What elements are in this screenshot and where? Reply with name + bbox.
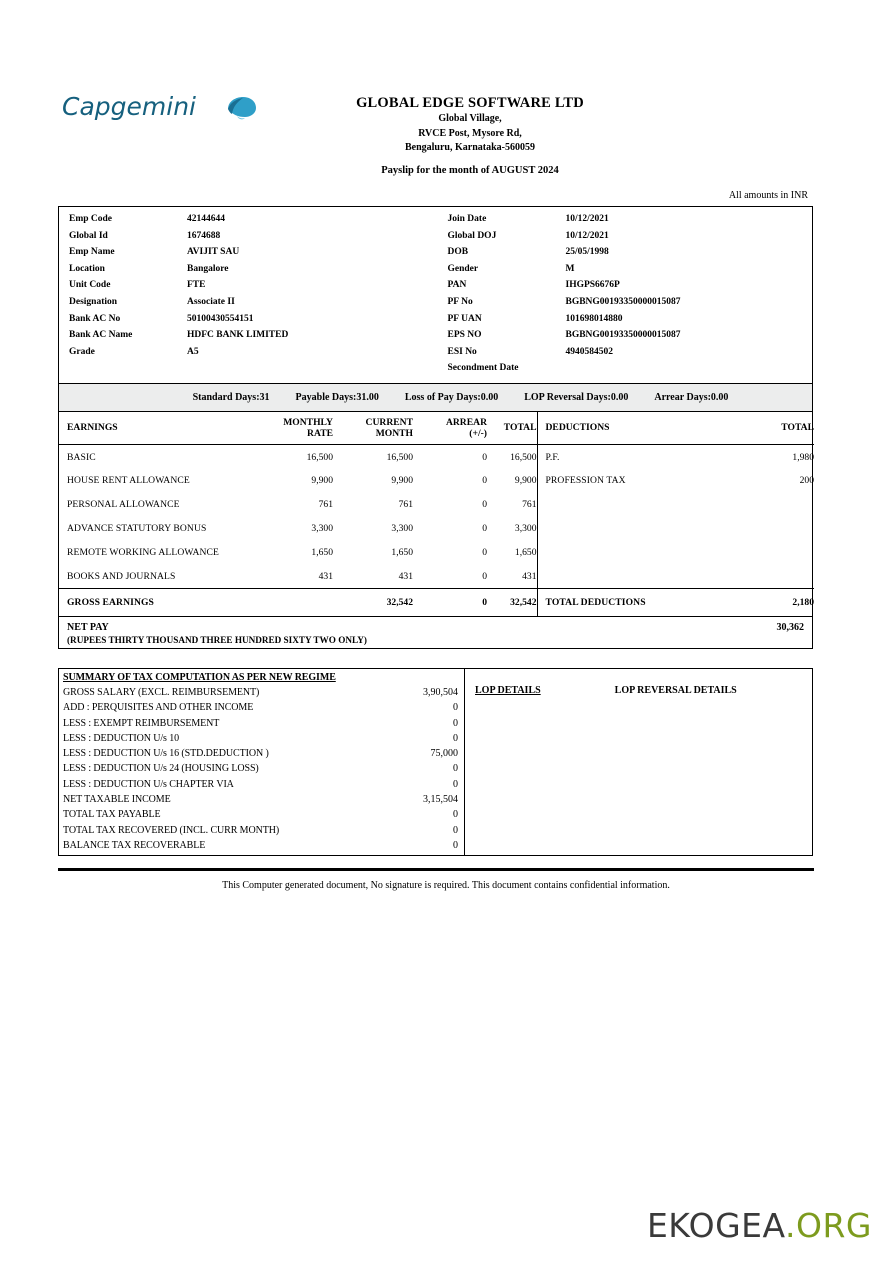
header-monthly-rate <box>247 412 333 445</box>
earning-total: 16,500 <box>510 451 537 463</box>
arrear-days: Arrear Days:0.00 <box>654 391 729 403</box>
header-deductions: DEDUCTIONS <box>537 412 717 445</box>
detail-value: 4940584502 <box>565 346 613 357</box>
earning-monthly-rate: 761 <box>318 499 333 511</box>
tax-row-label: BALANCE TAX RECOVERABLE <box>63 839 206 851</box>
tax-row-gross-salary <box>59 685 464 700</box>
earning-current-month: 9,900 <box>391 475 413 487</box>
tax-row-label: LESS : EXEMPT REIMBURSEMENT <box>63 717 220 729</box>
detail-row-global-id <box>69 228 436 245</box>
detail-row-pf-no <box>448 294 813 311</box>
earning-name: BOOKS AND JOURNALS <box>67 571 176 583</box>
detail-label: Global Id <box>69 230 108 241</box>
earnings-deductions-table <box>59 412 814 616</box>
standard-days: Standard Days:31 <box>192 391 270 403</box>
tax-row-value: 0 <box>453 702 458 714</box>
header-arrear-line2: (+/-) <box>469 428 487 440</box>
tax-row-total-tax-recovered <box>59 823 464 838</box>
detail-value: Bangalore <box>187 263 229 274</box>
table-row <box>59 565 814 589</box>
detail-value: BGBNG00193350000015087 <box>565 330 681 341</box>
deduction-total-empty <box>717 517 814 541</box>
detail-value: 1674688 <box>187 230 221 241</box>
earning-total: 761 <box>522 499 537 511</box>
currency-note: All amounts in INR <box>728 190 808 201</box>
deduction-total: 1,980 <box>792 451 814 463</box>
detail-row-grade <box>69 344 436 361</box>
deduction-name: PROFESSION TAX <box>537 469 717 493</box>
detail-row-emp-name <box>69 244 436 261</box>
tax-row-value: 0 <box>453 763 458 775</box>
earning-name: BASIC <box>67 451 96 463</box>
detail-label: ESI No <box>447 346 477 357</box>
tax-row-value: 75,000 <box>430 748 458 760</box>
tax-row-label: LESS : DEDUCTION U/s 24 (HOUSING LOSS) <box>63 763 259 775</box>
gross-arrear: 0 <box>413 589 487 616</box>
payslip-main-frame <box>58 206 813 649</box>
earning-current-month: 431 <box>398 571 413 583</box>
detail-label: PF UAN <box>447 313 482 324</box>
detail-label: PF No <box>447 296 473 307</box>
tax-row-total-tax-payable <box>59 807 464 822</box>
tax-row-label: ADD : PERQUISITES AND OTHER INCOME <box>63 702 254 714</box>
deduction-name: P.F. <box>537 445 717 469</box>
detail-value: 101698014880 <box>565 313 623 324</box>
tax-row-value: 0 <box>453 824 458 836</box>
tax-row-balance-tax-recoverable <box>59 838 464 853</box>
deduction-total-empty <box>717 565 814 589</box>
deduction-name-empty <box>537 517 717 541</box>
ekogea-watermark <box>647 1207 872 1245</box>
header-current-month-line1: CURRENT <box>365 416 413 428</box>
tax-row-value: 3,90,504 <box>423 687 458 698</box>
company-name: GLOBAL EDGE SOFTWARE LTD <box>356 95 584 111</box>
gross-current-month: 32,542 <box>333 589 413 616</box>
header-current-month <box>333 412 413 445</box>
detail-label: Emp Name <box>69 247 115 258</box>
watermark-tld: .ORG <box>785 1206 872 1245</box>
detail-value: IHGPS6676P <box>565 280 620 291</box>
deduction-name-empty <box>537 493 717 517</box>
detail-value: Associate II <box>187 296 235 307</box>
total-deductions-value: 2,180 <box>717 589 814 616</box>
detail-value: 42144644 <box>187 214 225 224</box>
header-earnings: EARNINGS <box>59 412 247 445</box>
tax-row-label: NET TAXABLE INCOME <box>63 794 171 806</box>
table-row <box>59 493 814 517</box>
detail-value: 10/12/2021 <box>565 214 609 224</box>
tax-row-value: 0 <box>453 717 458 729</box>
company-address-line-1: Global Village, <box>438 113 502 124</box>
detail-value: BGBNG00193350000015087 <box>565 296 681 307</box>
earning-monthly-rate: 3,300 <box>311 523 333 535</box>
detail-row-unit-code <box>69 277 436 294</box>
tax-row-standard-deduction <box>59 746 464 761</box>
company-address-line-3: Bengaluru, Karnataka-560059 <box>404 142 535 153</box>
gross-monthly-rate <box>247 589 333 616</box>
detail-label: Emp Code <box>69 214 113 224</box>
lop-details-panel <box>465 669 812 855</box>
earning-arrear: 0 <box>482 451 487 463</box>
detail-value: 10/12/2021 <box>565 230 609 241</box>
detail-label: Global DOJ <box>447 230 497 241</box>
lop-headings <box>465 685 812 696</box>
tax-row-value: 0 <box>453 809 458 821</box>
table-row <box>59 445 814 469</box>
earning-current-month: 3,300 <box>391 523 413 535</box>
table-row <box>59 541 814 565</box>
table-row <box>59 469 814 493</box>
footer-divider <box>58 868 814 871</box>
table-row <box>59 517 814 541</box>
totals-row <box>59 589 814 616</box>
header-arrear <box>413 412 487 445</box>
earning-monthly-rate: 9,900 <box>311 475 333 487</box>
earning-total: 9,900 <box>514 475 537 487</box>
payslip-title: Payslip for the month of AUGUST 2024 <box>381 164 559 176</box>
detail-value <box>566 360 813 377</box>
net-pay-section <box>59 616 812 648</box>
tax-row-label: LESS : DEDUCTION U/s 10 <box>63 732 180 744</box>
tax-summary-title: SUMMARY OF TAX COMPUTATION AS PER NEW REGIME <box>63 672 336 683</box>
header-monthly-rate-line2: RATE <box>307 428 333 440</box>
detail-value: 25/05/1998 <box>565 247 609 258</box>
detail-row-designation <box>69 294 436 311</box>
earning-arrear: 0 <box>482 475 487 487</box>
tax-summary-frame <box>58 668 813 856</box>
employee-details-left-column <box>59 211 436 377</box>
tax-row-value: 0 <box>453 732 458 744</box>
gross-earnings-label: GROSS EARNINGS <box>59 589 247 616</box>
tax-row-value: 0 <box>453 778 458 790</box>
table-header-row <box>59 412 814 445</box>
detail-row-dob <box>448 244 813 261</box>
detail-row-pan <box>448 277 813 294</box>
earning-monthly-rate: 431 <box>318 571 333 583</box>
detail-row-join-date <box>448 211 813 228</box>
earning-current-month: 16,500 <box>386 451 413 463</box>
footer-note: This Computer generated document, No signature is required. This document contains confidential information. <box>222 880 670 891</box>
document-header <box>0 82 892 178</box>
deduction-total-empty <box>717 493 814 517</box>
detail-row-bank-ac-name <box>69 327 436 344</box>
detail-label: Designation <box>69 296 118 307</box>
detail-label: Bank AC Name <box>69 330 133 341</box>
header-earnings-total: TOTAL <box>487 412 537 445</box>
detail-value: HDFC BANK LIMITED <box>187 330 289 341</box>
earning-arrear: 0 <box>482 571 487 583</box>
earning-total: 1,650 <box>514 547 537 559</box>
tax-computation-summary <box>59 669 465 855</box>
detail-label: Grade <box>69 346 95 357</box>
detail-label: Bank AC No <box>69 313 121 324</box>
tax-row-label: LESS : DEDUCTION U/s 16 (STD.DEDUCTION ) <box>63 748 269 760</box>
capgemini-logo <box>62 92 262 132</box>
earning-name: ADVANCE STATUTORY BONUS <box>67 523 207 535</box>
tax-row-label: TOTAL TAX RECOVERED (INCL. CURR MONTH) <box>63 824 280 836</box>
detail-label: Unit Code <box>69 280 111 291</box>
earning-name: REMOTE WORKING ALLOWANCE <box>67 547 219 559</box>
earning-name: PERSONAL ALLOWANCE <box>67 499 180 511</box>
tax-row-value: 0 <box>453 839 458 851</box>
detail-value: A5 <box>187 346 199 357</box>
lop-reversal-details-title: LOP REVERSAL DETAILS <box>614 685 737 696</box>
total-deductions-label: TOTAL DEDUCTIONS <box>537 589 717 616</box>
company-address-line-2: RVCE Post, Mysore Rd, <box>418 127 522 139</box>
detail-label: DOB <box>447 247 469 258</box>
earning-current-month: 1,650 <box>391 547 413 559</box>
tax-row-housing-loss <box>59 761 464 776</box>
earning-arrear: 0 <box>482 523 487 535</box>
detail-row-global-doj <box>448 228 813 245</box>
earning-current-month: 761 <box>398 499 413 511</box>
detail-row-bank-ac-no <box>69 311 436 328</box>
deduction-total: 200 <box>799 475 814 487</box>
detail-row-secondment-date <box>448 360 813 377</box>
loss-of-pay-days: Loss of Pay Days:0.00 <box>404 391 499 403</box>
detail-label: Location <box>69 263 105 274</box>
attendance-days-band <box>59 383 812 412</box>
net-pay-amount: 30,362 <box>776 621 804 633</box>
payable-days: Payable Days:31.00 <box>295 391 379 403</box>
detail-label: Gender <box>447 263 479 274</box>
watermark-name: EKOGEA <box>646 1206 786 1245</box>
net-pay-in-words: (RUPEES THIRTY THOUSAND THREE HUNDRED SIXTY TWO ONLY) <box>67 634 367 645</box>
detail-row-pf-uan <box>448 311 813 328</box>
logo-wordmark: Capgemini <box>62 92 196 121</box>
tax-row-exempt-reimbursement <box>59 716 464 731</box>
lop-reversal-days: LOP Reversal Days:0.00 <box>524 391 629 403</box>
company-block <box>250 94 690 178</box>
employee-details-right-column <box>436 211 813 377</box>
tax-row-perquisites <box>59 700 464 715</box>
lop-details-title: LOP DETAILS <box>475 685 541 696</box>
tax-row-deduction-u-s-10 <box>59 731 464 746</box>
detail-label: EPS NO <box>447 330 482 341</box>
detail-value: AVIJIT SAU <box>187 247 240 258</box>
header-arrear-line1: ARREAR <box>445 416 487 428</box>
gross-total: 32,542 <box>487 589 537 616</box>
earning-name: HOUSE RENT ALLOWANCE <box>67 475 190 487</box>
deduction-name-empty <box>537 541 717 565</box>
deduction-name-empty <box>537 565 717 589</box>
deduction-total-empty <box>717 541 814 565</box>
detail-value: FTE <box>187 280 206 291</box>
detail-row-emp-code <box>69 211 436 228</box>
tax-row-label: TOTAL TAX PAYABLE <box>63 809 161 821</box>
detail-label: Secondment Date <box>447 363 519 374</box>
header-current-month-line2: MONTH <box>375 428 413 440</box>
earning-monthly-rate: 1,650 <box>311 547 333 559</box>
earning-monthly-rate: 16,500 <box>306 451 333 463</box>
tax-row-value: 3,15,504 <box>423 794 458 806</box>
tax-row-label: GROSS SALARY (EXCL. REIMBURSEMENT) <box>63 687 260 698</box>
tax-row-chapter-via <box>59 777 464 792</box>
net-pay-label: NET PAY <box>67 621 109 633</box>
header-deductions-total: TOTAL <box>717 412 814 445</box>
detail-value: M <box>565 263 575 274</box>
header-monthly-rate-line1: MONTHLY <box>283 416 333 428</box>
detail-row-esi-no <box>448 344 813 361</box>
detail-label: PAN <box>447 280 467 291</box>
detail-row-location <box>69 261 436 278</box>
earning-arrear: 0 <box>482 499 487 511</box>
earning-total: 431 <box>522 571 537 583</box>
detail-value: 50100430554151 <box>187 313 254 324</box>
detail-label: Join Date <box>447 214 487 224</box>
detail-row-gender <box>448 261 813 278</box>
earning-arrear: 0 <box>482 547 487 559</box>
earning-total: 3,300 <box>514 523 537 535</box>
detail-row-eps-no <box>448 327 813 344</box>
tax-row-net-taxable-income <box>59 792 464 807</box>
tax-row-label: LESS : DEDUCTION U/s CHAPTER VIA <box>63 778 234 790</box>
employee-details <box>59 207 812 383</box>
